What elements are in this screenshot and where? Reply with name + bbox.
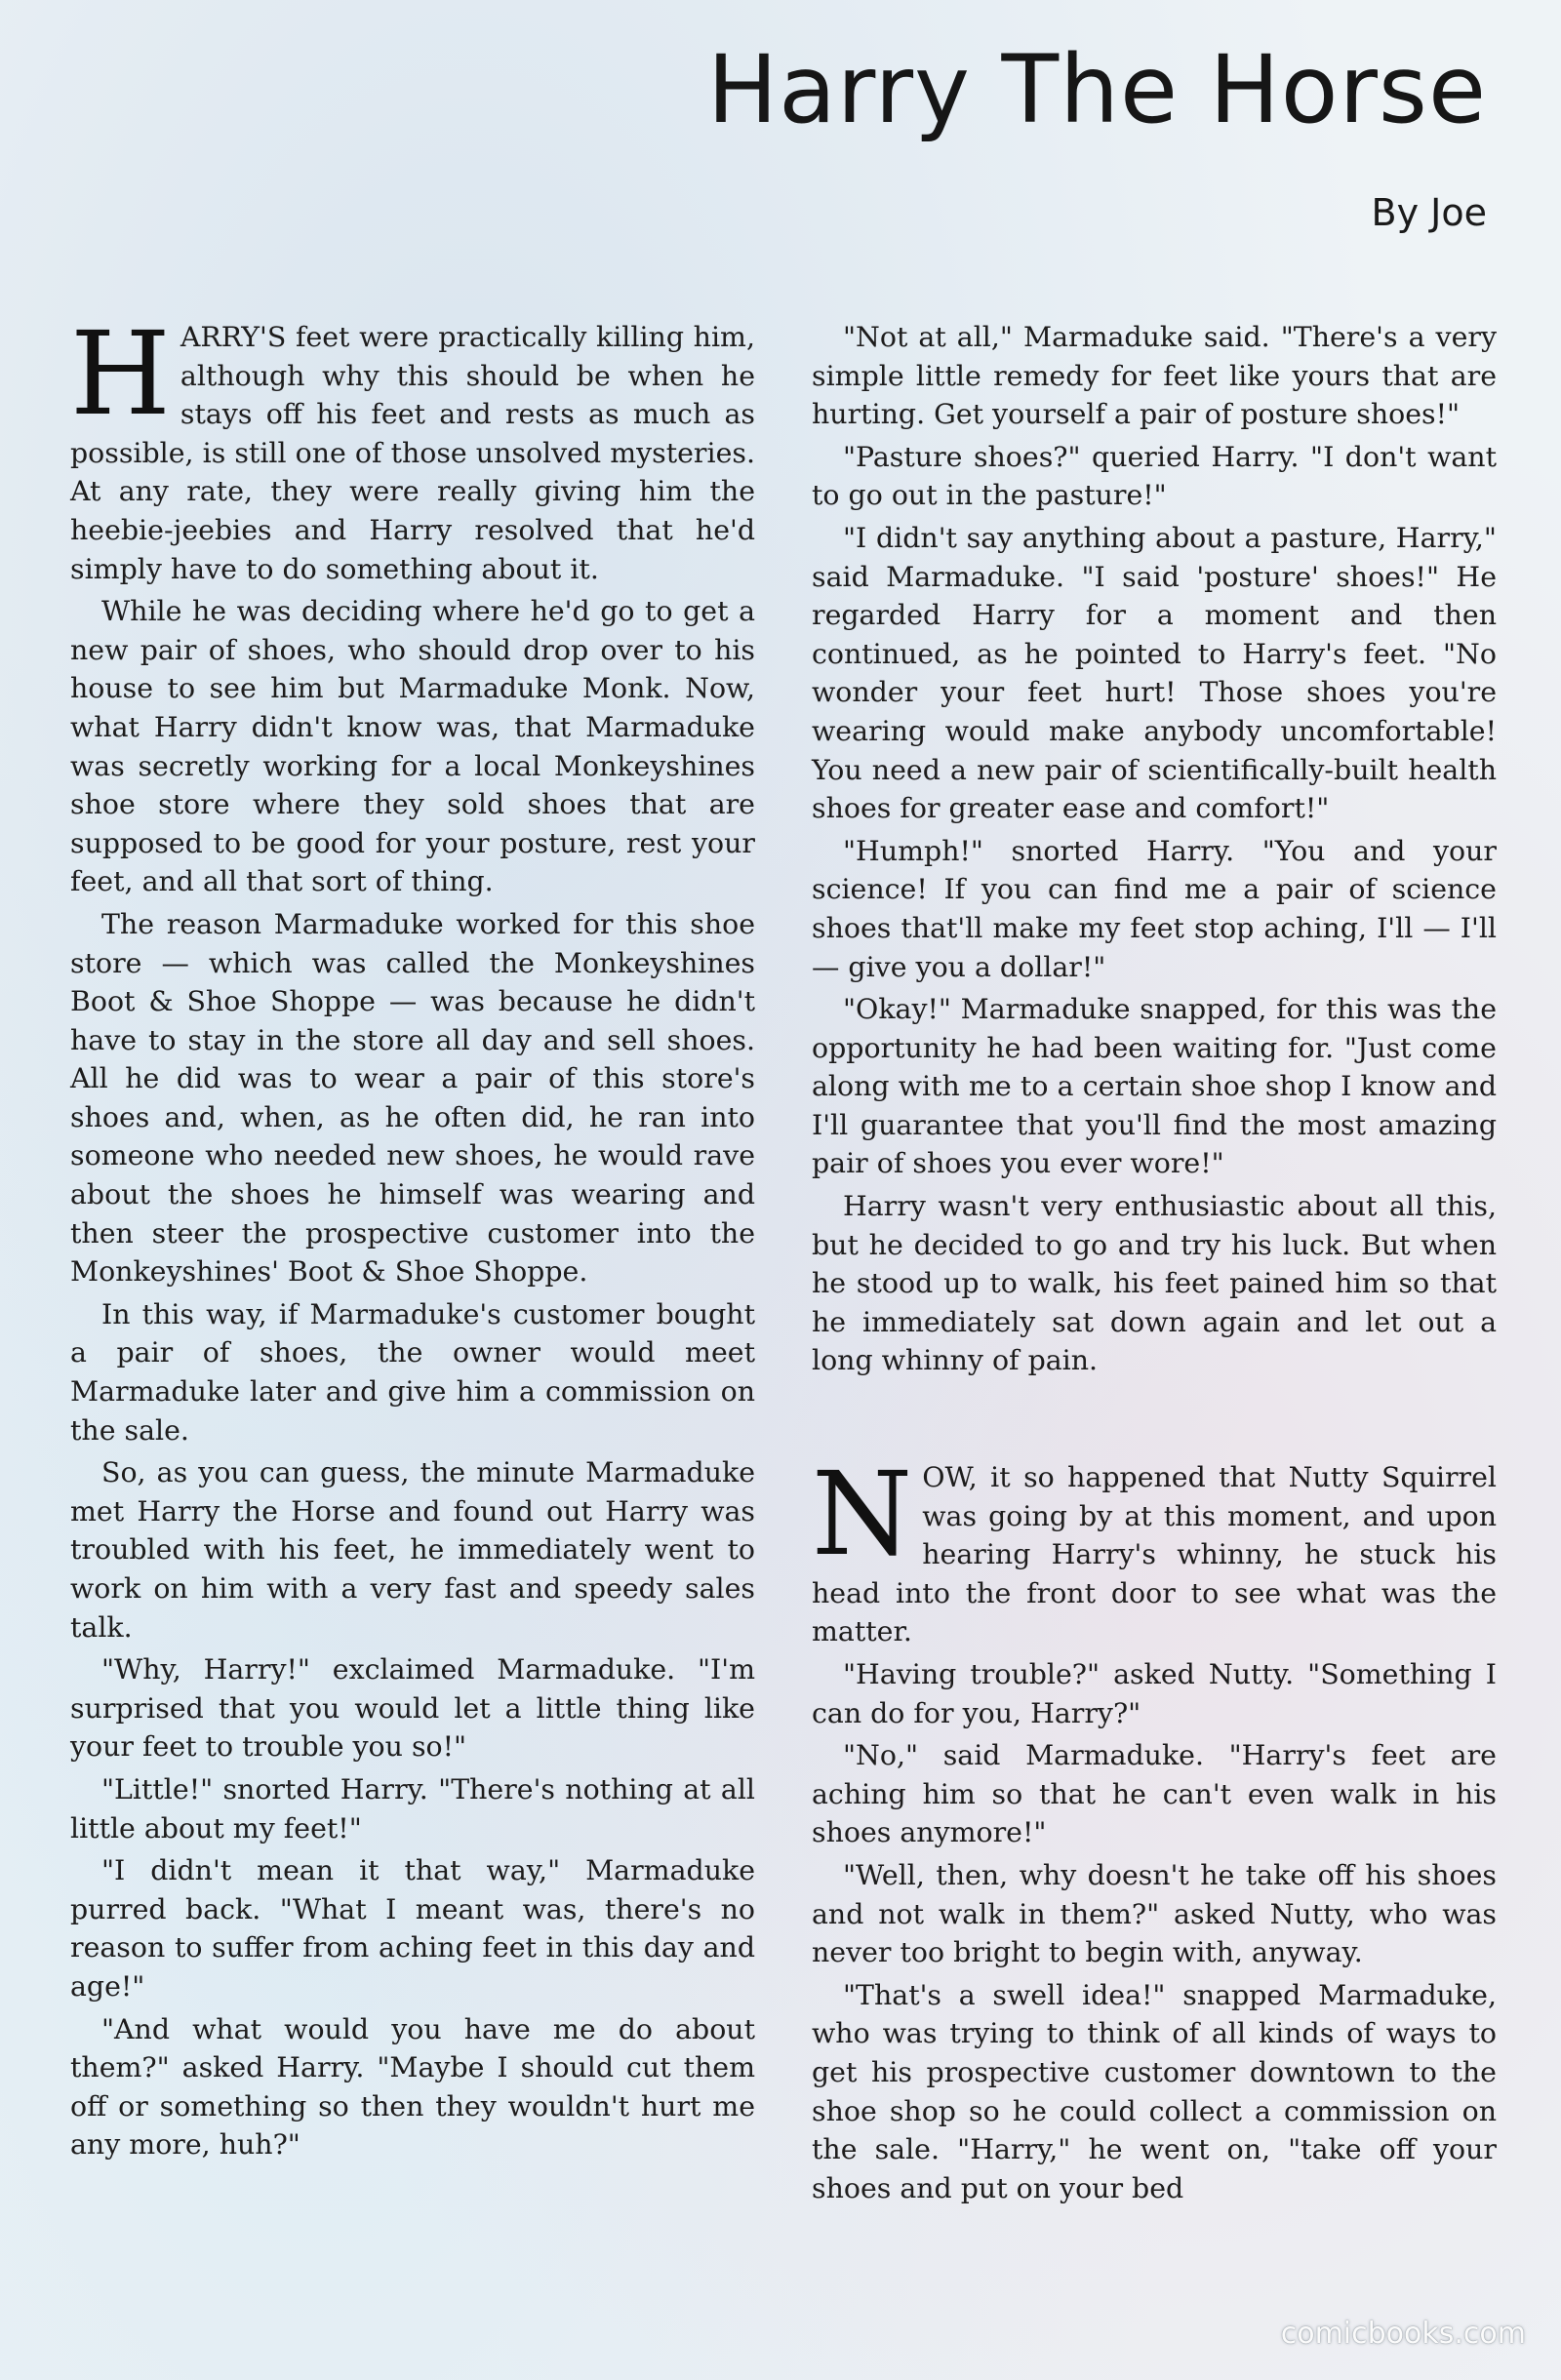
- paragraph: While he was deciding where he'd go to get a new pair of shoes, who should drop over to his house to see him but Marmaduke Monk. Now, what Harry didn't know was, that Marmaduke was secretly working for a local Monkeyshines shoe store where they sold shoes that are supposed to be good for your posture, rest your feet, and all that sort of thing.: [70, 595, 755, 898]
- paragraph: Harry wasn't very enthusiastic about all this, but he decided to go and try his luck. But when he stood up to walk, his feet pained him so that he immediately sat down again and let out a long whinny of pain.: [812, 1190, 1497, 1377]
- paragraph: "I didn't say anything about a pasture, Harry," said Marmaduke. "I said 'posture' shoes!" He regarded Harry for a moment and then continued, as he pointed to Harry's feet. "No wonder your feet hurt! Those shoes you're wearing would make anybody uncomfortable! You need a new pair of scientifically-built health shoes for greater ease and comfort!": [812, 521, 1497, 825]
- left-column: [70, 306, 755, 2168]
- paragraph: "Why, Harry!" exclaimed Marmaduke. "I'm surprised that you would let a little thing like your feet to trouble you so!": [70, 1653, 755, 1764]
- drop-cap: N: [812, 1447, 913, 1582]
- paragraph: "Okay!" Marmaduke snapped, for this was the opportunity he had been waiting for. "Just come along with me to a certain shoe shop I know and I'll guarantee that you'll find the most amazing pair of shoes you ever wore!": [812, 993, 1497, 1180]
- paragraph: "Not at all," Marmaduke said. "There's a very simple little remedy for feet like yours that are hurting. Get yourself a pair of posture shoes!": [812, 321, 1497, 431]
- paragraph: The reason Marmaduke worked for this shoe store — which was called the Monkeyshines Boot & Shoe Shoppe — was because he didn't have to stay in the store all day and sell shoes. All he did was to wear a pair of this store's shoes and, when, as he often did, he ran into someone who needed new shoes, he would rave about the shoes he himself was wearing and then steer the prospective customer into the Monkeyshines' Boot & Shoe Shoppe.: [70, 907, 755, 1289]
- paragraph: "Pasture shoes?" queried Harry. "I don't want to go out in the pasture!": [812, 440, 1497, 512]
- paragraph: [812, 1447, 1497, 1651]
- paragraph: "And what would you have me do about them?" asked Harry. "Maybe I should cut them off or something so then they wouldn't hurt me any more, huh?": [70, 2012, 755, 2162]
- paragraph-text: ARRY'S feet were practically killing him, although why this should be when he stays off his feet and rests as much as possible, is still one of those unsolved mysteries. At any rate, they were really giving him the heebie-jeebies and Harry resolved that he'd simply have to do something about it.: [70, 321, 755, 585]
- paragraph: "Humph!" snorted Harry. "You and your science! If you can find me a pair of science shoes that'll make my feet stop aching, I'll — I'll — give you a dollar!": [812, 834, 1497, 983]
- right-column: [812, 318, 1497, 2211]
- paragraph: "I didn't mean it that way," Marmaduke purred back. "What I meant was, there's no reason to suffer from aching feet in this day and age!": [70, 1854, 755, 2003]
- paragraph: "No," said Marmaduke. "Harry's feet are aching him so that he can't even walk in his shoes anymore!": [812, 1739, 1497, 1849]
- paragraph: "That's a swell idea!" snapped Marmaduke, who was trying to think of all kinds of ways to get his prospective customer downtown to the shoe shop so he could collect a commission on the sale. "Harry," he went on, "take off your shoes and put on your bed: [812, 1978, 1497, 2204]
- paragraph: "Having trouble?" asked Nutty. "Something I can do for you, Harry?": [812, 1658, 1497, 1729]
- paragraph: "Little!" snorted Harry. "There's nothing at all little about my feet!": [70, 1772, 755, 1844]
- paragraph: [70, 306, 755, 588]
- paragraph-text: OW, it so happened that Nutty Squirrel was going by at this moment, and upon hearing Harry's whinny, he stuck his head into the front door to see what was the matter.: [812, 1461, 1497, 1648]
- story-byline: By Joe: [1371, 191, 1487, 234]
- paragraph: In this way, if Marmaduke's customer bought a pair of shoes, the owner would meet Marmaduke later and give him a commission on the sale.: [70, 1297, 755, 1447]
- section-break: [812, 1384, 1497, 1458]
- site-watermark: comicbooks.com: [1280, 2317, 1526, 2351]
- paragraph: So, as you can guess, the minute Marmaduke met Harry the Horse and found out Harry was troubled with his feet, he immediately went to work on him with a very fast and speedy sales talk.: [70, 1456, 755, 1644]
- paragraph: "Well, then, why doesn't he take off his shoes and not walk in them?" asked Nutty, who was never too bright to begin with, anyway.: [812, 1858, 1497, 1969]
- story-title: Harry The Horse: [706, 35, 1487, 144]
- drop-cap: H: [70, 306, 171, 441]
